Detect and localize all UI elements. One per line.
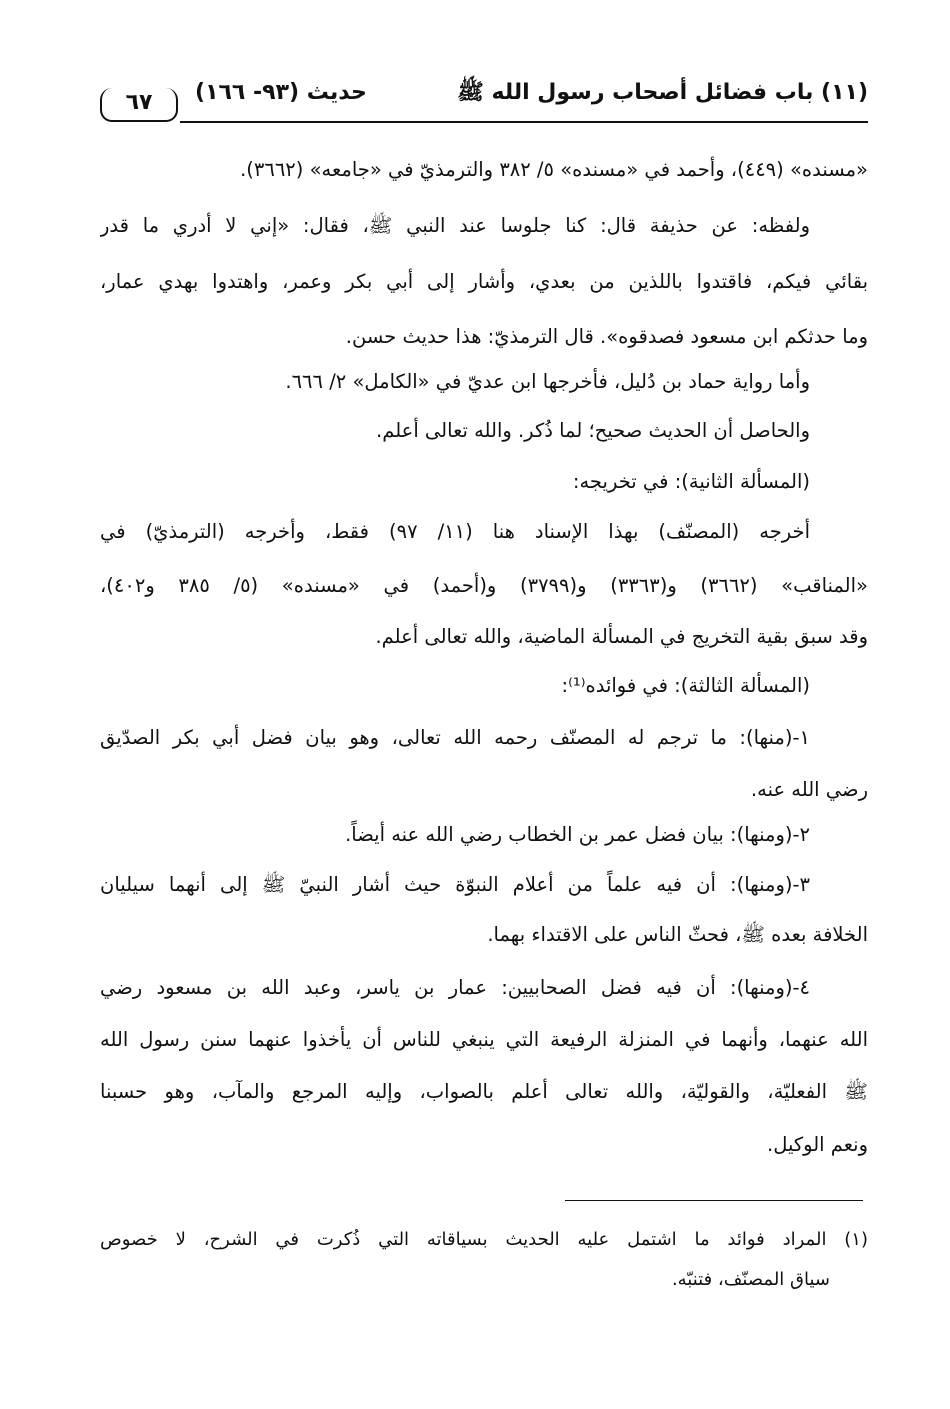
page-header — [100, 70, 868, 128]
text-line: بقائي فيكم، فاقتدوا باللذين من بعدي، وأشار إلى أبي بكر وعمر، واهتدوا بهدي عمار، — [100, 270, 868, 293]
text-line: والحاصل أن الحديث صحيح؛ لما ذُكر. والله تعالى أعلم. — [376, 419, 810, 442]
footnote-separator — [565, 1200, 863, 1201]
text-line: ﷺ الفعليّة، والقوليّة، والله تعالى أعلم بالصواب، وإليه المرجع والمآب، وهو حسبنا — [100, 1080, 868, 1103]
section-heading: (المسألة الثانية): في تخريجه: — [572, 470, 810, 493]
text-line: ولفظه: عن حذيفة قال: كنا جلوسا عند النبي ﷺ، فقال: «إني لا أدري ما قدر — [100, 214, 810, 237]
text-line: ٢-(ومنها): بيان فضل عمر بن الخطاب رضي الله عنه أيضاً. — [345, 823, 810, 846]
text-line: أخرجه (المصنّف) بهذا الإسناد هنا (١١/ ٩٧) فقط، وأخرجه (الترمذيّ) في — [100, 520, 810, 543]
text-line: ٣-(ومنها): أن فيه علماً من أعلام النبوّة حيث أشار النبيّ ﷺ إلى أنهما سيليان — [100, 873, 810, 896]
text-line: وأما رواية حماد بن دُليل، فأخرجها ابن عديّ في «الكامل» ٢/ ٦٦٦. — [285, 370, 810, 393]
text-line: ونعم الوكيل. — [767, 1133, 868, 1156]
text-line: الخلافة بعده ﷺ، فحثّ الناس على الاقتداء بهما. — [487, 923, 868, 946]
page-number: ٦٧ — [125, 90, 153, 115]
text-line: ٤-(ومنها): أن فيه فضل الصحابيين: عمار بن ياسر، وعبد الله بن مسعود رضي — [100, 976, 810, 999]
text-line: ١-(منها): ما ترجم له المصنّف رحمه الله تعالى، وهو بيان فضل أبي بكر الصدّيق — [100, 726, 810, 749]
text-line: وقد سبق بقية التخريج في المسألة الماضية، والله تعالى أعلم. — [375, 625, 868, 648]
header-rule — [180, 121, 868, 123]
text-line: «المناقب» (٣٦٦٢) و(٣٣٦٣) و(٣٧٩٩) و(أحمد) في «مسنده» (٥/ ٣٨٥ و٤٠٢)، — [100, 574, 868, 597]
footnote-line: سياق المصنّف، فتنبّه. — [671, 1269, 830, 1290]
text-line: وما حدثكم ابن مسعود فصدقوه». قال الترمذيّ: هذا حديث حسن. — [345, 325, 868, 348]
text-line: الله عنهما، وأنهما في المنزلة الرفيعة التي ينبغي للناس أن يأخذوا عنهما سنن رسول الله — [100, 1028, 868, 1051]
text-line: «مسنده» (٤٤٩)، وأحمد في «مسنده» ٥/ ٣٨٢ والترمذيّ في «جامعه» (٣٦٦٢). — [240, 158, 868, 181]
text-line: رضي الله عنه. — [750, 778, 868, 801]
hadith-range: حديث (٩٣- ١٦٦) — [195, 80, 367, 105]
footnote-line: (١) المراد فوائد ما اشتمل عليه الحديث بسياقاته التي ذُكرت في الشرح، لا خصوص — [100, 1229, 868, 1250]
chapter-title: (١١) باب فضائل أصحاب رسول الله ﷺ — [457, 80, 868, 105]
section-heading: (المسألة الثالثة): في فوائده⁽¹⁾: — [561, 674, 810, 697]
page-number-box — [100, 88, 178, 122]
